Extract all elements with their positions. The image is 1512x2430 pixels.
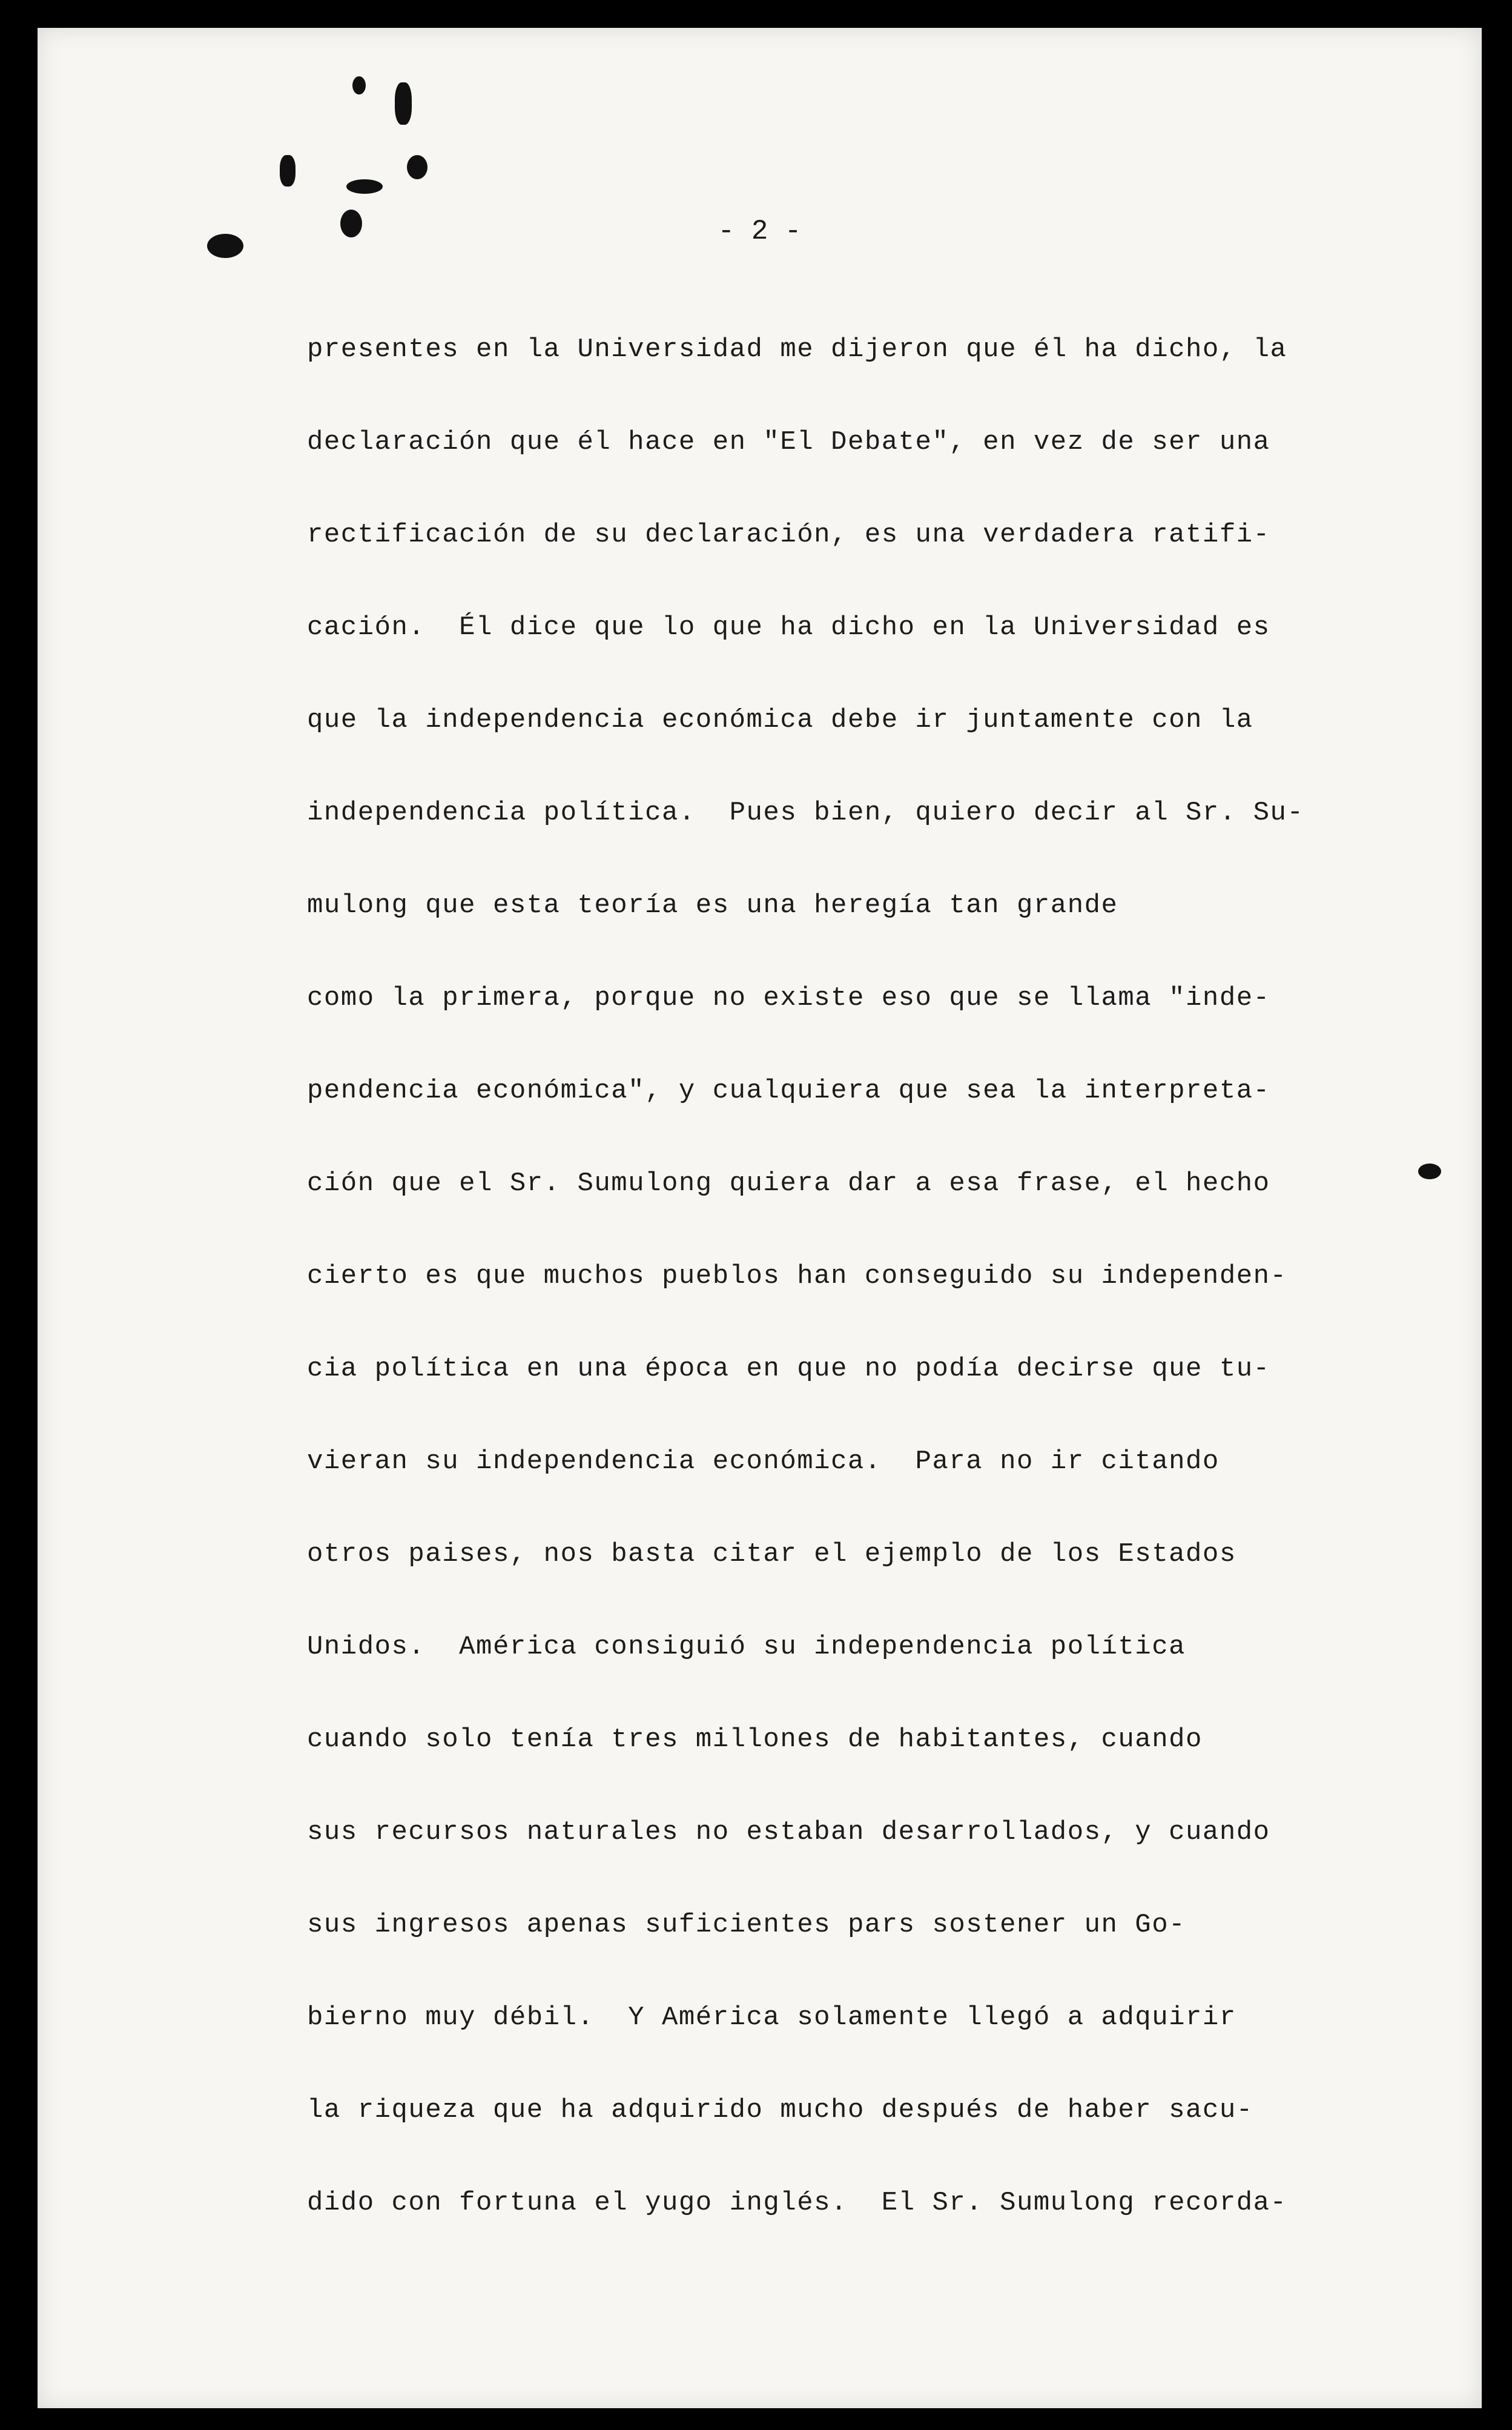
text-line: mulong que esta teoría es una heregía tan grande — [307, 890, 1118, 921]
text-line: independencia política. Pues bien, quiero decir al Sr. Su- — [307, 798, 1304, 828]
document-page — [38, 28, 1482, 2408]
text-line: sus ingresos apenas suficientes pars sostener un Go- — [307, 1910, 1186, 1940]
text-line: declaración que él hace en "El Debate", en vez de ser una — [307, 427, 1270, 457]
ink-blot — [352, 76, 366, 94]
text-line: Unidos. América consiguió su independencia política — [307, 1632, 1186, 1662]
text-line: como la primera, porque no existe eso que se llama "inde- — [307, 983, 1270, 1013]
text-line: cia política en una época en que no podía decirse que tu- — [307, 1354, 1270, 1384]
text-line: que la independencia económica debe ir juntamente con la — [307, 705, 1253, 735]
text-line: vieran su independencia económica. Para no ir citando — [307, 1446, 1220, 1477]
text-line: sus recursos naturales no estaban desarrollados, y cuando — [307, 1817, 1270, 1847]
text-line: pendencia económica", y cualquiera que sea la interpreta- — [307, 1076, 1270, 1106]
text-line: otros paises, nos basta citar el ejemplo de los Estados — [307, 1539, 1236, 1569]
text-line: cierto es que muchos pueblos han conseguido su independen- — [307, 1261, 1287, 1291]
text-line: bierno muy débil. Y América solamente llegó a adquirir — [307, 2002, 1236, 2033]
text-line: la riqueza que ha adquirido mucho después de haber sacu- — [307, 2095, 1253, 2125]
ink-blot — [280, 155, 295, 187]
text-line: rectificación de su declaración, es una verdadera ratifi- — [307, 520, 1270, 550]
text-line: cuando solo tenía tres millones de habitantes, cuando — [307, 1724, 1203, 1755]
text-line: dido con fortuna el yugo inglés. El Sr. Sumulong recorda- — [307, 2188, 1287, 2218]
text-line: cación. Él dice que lo que ha dicho en la Universidad es — [307, 612, 1270, 643]
ink-blot — [346, 179, 383, 194]
ink-blot — [395, 82, 412, 125]
page-number: - 2 - — [718, 216, 802, 247]
text-line: presentes en la Universidad me dijeron que él ha dicho, la — [307, 334, 1287, 365]
ink-blot — [407, 155, 428, 179]
text-line: ción que el Sr. Sumulong quiera dar a esa frase, el hecho — [307, 1168, 1270, 1199]
typed-paragraph — [307, 303, 1458, 2250]
